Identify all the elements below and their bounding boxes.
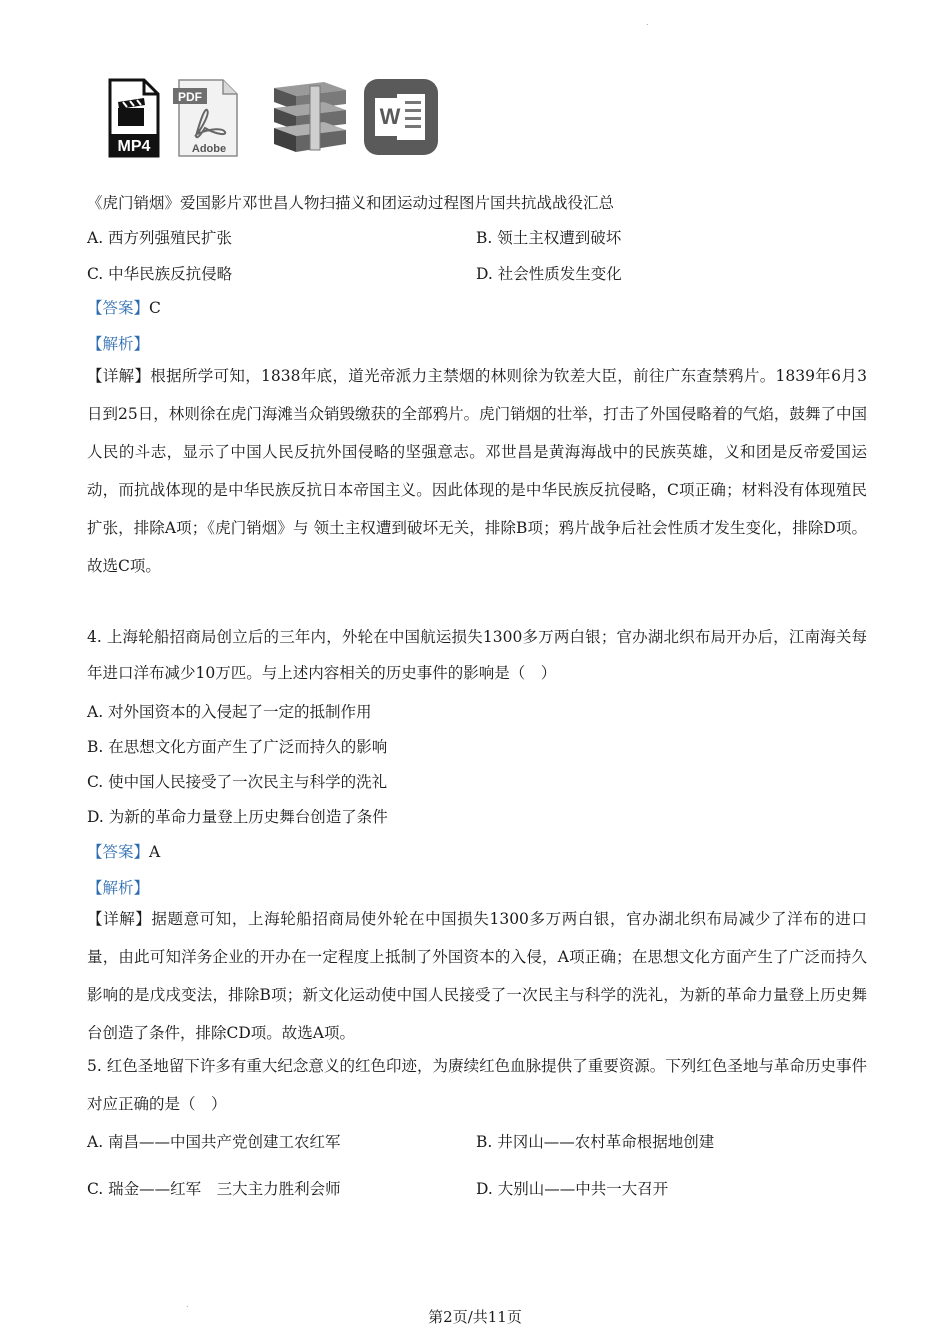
q3-option-d: D. 社会性质发生变化 bbox=[476, 265, 622, 283]
analysis-tag: 【解析】 bbox=[87, 335, 150, 353]
detail-tag: 【详解】 bbox=[87, 910, 152, 928]
q4-analysis bbox=[87, 876, 149, 898]
answer-value: A bbox=[149, 843, 161, 861]
q5-option-a: A. 南昌——中国共产党创建工农红军 bbox=[87, 1133, 341, 1151]
word-file-icon bbox=[363, 78, 439, 156]
pdf-file-icon bbox=[171, 78, 241, 158]
svg-text:Adobe: Adobe bbox=[191, 143, 227, 155]
q4-stem: 4. 上海轮船招商局创立后的三年内，外轮在中国航运损失1300多万两白银；官办湖北织布局开办后，江南海关每年进口洋布减少10万匹。与上述内容相关的历史事件的影响是（ ） bbox=[87, 628, 867, 682]
answer-tag: 【答案】 bbox=[87, 843, 150, 861]
mp4-file-icon bbox=[108, 78, 160, 158]
svg-text:MP4: MP4 bbox=[117, 138, 151, 155]
answer-tag: 【答案】 bbox=[87, 299, 150, 317]
q4-option-a: A. 对外国资本的入侵起了一定的抵制作用 bbox=[87, 703, 372, 721]
svg-text:W: W bbox=[379, 104, 401, 129]
detail-text: 根据所学可知，1838年底，道光帝派力主禁烟的林则徐为钦差大臣，前往广东查禁鸦片。1839年6月3日到25日，林则徐在虎门海滩当众销毁缴获的全部鸦片。虎门销烟的壮举，打击了外国侵略着的气焰，鼓舞了中国人民的斗志，显示了中国人民反抗外国侵略的坚强意志。邓世昌是黄海海战中的民族英雄，义和团是反帝爱国运动，而抗战体现的是中华民族反抗日本帝国主义。因此体现的是中华民族反抗侵略，C项正确；材料没有体现殖民扩张，排除A项；《虎门销烟》与 领土主权遭到破坏无关，排除B项；鸦片战争后社会性质才发生变化，排除D项。故选C项。 bbox=[87, 367, 867, 575]
q5-option-d: D. 大别山——中共一大召开 bbox=[476, 1180, 669, 1198]
q4-option-c: C. 使中国人民接受了一次民主与科学的洗礼 bbox=[87, 773, 388, 791]
q5-option-c: C. 瑞金——红军 三大主力胜利会师 bbox=[87, 1180, 341, 1198]
images-caption: 《虎门销烟》爱国影片邓世昌人物扫描义和团运动过程图片国共抗战战役汇总 bbox=[87, 194, 615, 212]
q3-option-c: C. 中华民族反抗侵略 bbox=[87, 265, 233, 283]
answer-value: C bbox=[149, 299, 161, 317]
bottom-mark: . bbox=[186, 1300, 189, 1309]
corner-mark: . bbox=[646, 18, 649, 27]
detail-text: 据题意可知，上海轮船招商局使外轮在中国损失1300多万两白银，官办湖北织布局减少了洋布的进口量，由此可知洋务企业的开办在一定程度上抵制了外国资本的入侵，A项正确；在思想文化方面产生了广泛而持久影响的是戊戌变法，排除B项；新文化运动使中国人民接受了一次民主与科学的洗礼，为新的革命力量登上历史舞台创造了条件，排除CD项。故选A项。 bbox=[87, 910, 867, 1042]
q3-option-a: A. 西方列强殖民扩张 bbox=[87, 229, 233, 247]
q5-stem: 5. 红色圣地留下许多有重大纪念意义的红色印迹，为赓续红色血脉提供了重要资源。下列红色圣地与革命历史事件对应正确的是（ ） bbox=[87, 1057, 867, 1113]
analysis-tag: 【解析】 bbox=[87, 879, 150, 897]
rar-archive-icon bbox=[268, 78, 350, 158]
detail-tag: 【详解】 bbox=[87, 367, 151, 385]
q3-analysis bbox=[87, 332, 149, 354]
q4-detail bbox=[87, 900, 867, 1052]
q4-option-d: D. 为新的革命力量登上历史舞台创造了条件 bbox=[87, 808, 388, 826]
q3-option-b: B. 领土主权遭到破坏 bbox=[476, 229, 622, 247]
q3-answer bbox=[87, 296, 161, 318]
q4-answer bbox=[87, 840, 160, 862]
q3-detail bbox=[87, 357, 867, 585]
svg-text:PDF: PDF bbox=[178, 90, 202, 104]
page-footer: 第2页/共11页 bbox=[428, 1308, 522, 1326]
q5-option-b: B. 井冈山——农村革命根据地创建 bbox=[476, 1133, 715, 1151]
q4-option-b: B. 在思想文化方面产生了广泛而持久的影响 bbox=[87, 738, 388, 756]
